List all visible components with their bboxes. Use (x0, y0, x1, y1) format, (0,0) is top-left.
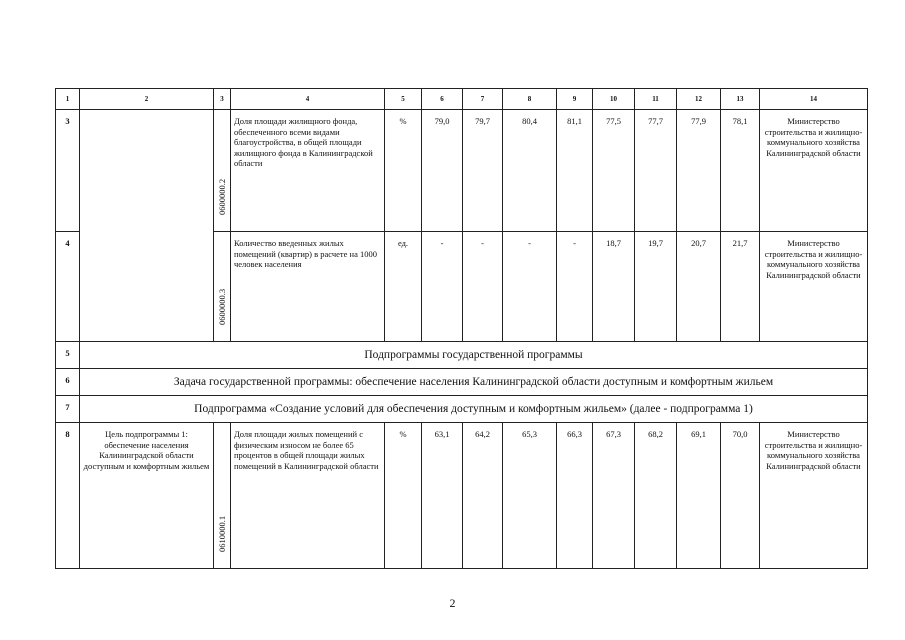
table-row (56, 110, 868, 232)
responsible-org: Министерство строительства и жилищно-коммунального хозяйства Калининградской области (760, 232, 868, 342)
section-heading: Подпрограммы государственной программы (80, 342, 868, 369)
goal-cell (80, 110, 214, 342)
unit-cell: ед. (385, 232, 422, 342)
value-cell: - (503, 232, 557, 342)
value-cell: 81,1 (557, 110, 593, 232)
value-cell: 20,7 (677, 232, 721, 342)
responsible-org: Министерство строительства и жилищно-коммунального хозяйства Калининградской области (760, 423, 868, 569)
header-cell: 7 (463, 89, 503, 110)
value-cell: 80,4 (503, 110, 557, 232)
indicator-name: Доля площади жилых помещений с физическим износом не более 65 процентов в общей площади жилых помещений в Калининградской области (231, 423, 385, 569)
indicator-code: 0600000.2 (214, 110, 231, 232)
table-row (56, 396, 868, 423)
header-cell: 4 (231, 89, 385, 110)
row-number: 8 (56, 423, 80, 569)
header-cell: 5 (385, 89, 422, 110)
unit-cell: % (385, 423, 422, 569)
unit-cell: % (385, 110, 422, 232)
value-cell: 78,1 (721, 110, 760, 232)
indicator-name: Доля площади жилищного фонда, обеспеченного всеми видами благоустройства, в общей площади жилищного фонда в Калининградской области (231, 110, 385, 232)
value-cell: 70,0 (721, 423, 760, 569)
header-cell: 10 (593, 89, 635, 110)
row-number: 6 (56, 369, 80, 396)
value-cell: 77,9 (677, 110, 721, 232)
value-cell: 77,7 (635, 110, 677, 232)
header-cell: 11 (635, 89, 677, 110)
table-row (56, 423, 868, 569)
header-cell: 14 (760, 89, 868, 110)
subprogram-goal: Цель подпрограммы 1: обеспечение населения Калининградской области доступным и комфортным жильем (80, 423, 214, 569)
value-cell: 79,0 (422, 110, 463, 232)
indicator-code: 0610000.1 (214, 423, 231, 569)
table-row (56, 342, 868, 369)
row-number: 7 (56, 396, 80, 423)
indicator-code: 0600000.3 (214, 232, 231, 342)
value-cell: 18,7 (593, 232, 635, 342)
value-cell: 68,2 (635, 423, 677, 569)
value-cell: 21,7 (721, 232, 760, 342)
page-number: 2 (449, 596, 456, 610)
value-cell: 66,3 (557, 423, 593, 569)
value-cell: 67,3 (593, 423, 635, 569)
header-cell: 3 (214, 89, 231, 110)
row-number: 3 (56, 110, 80, 232)
table-row (56, 369, 868, 396)
header-cell: 6 (422, 89, 463, 110)
header-cell: 9 (557, 89, 593, 110)
value-cell: - (422, 232, 463, 342)
indicator-name: Количество введенных жилых помещений (квартир) в расчете на 1000 человек населения (231, 232, 385, 342)
value-cell: 19,7 (635, 232, 677, 342)
header-cell: 2 (80, 89, 214, 110)
program-task: Задача государственной программы: обеспечение населения Калининградской области доступным и комфортным жильем (80, 369, 868, 396)
header-cell: 13 (721, 89, 760, 110)
indicator-table (55, 88, 868, 569)
responsible-org: Министерство строительства и жилищно-коммунального хозяйства Калининградской области (760, 110, 868, 232)
column-number-row (56, 89, 868, 110)
row-number: 5 (56, 342, 80, 369)
value-cell: 69,1 (677, 423, 721, 569)
value-cell: 79,7 (463, 110, 503, 232)
row-number: 4 (56, 232, 80, 342)
value-cell: 77,5 (593, 110, 635, 232)
subprogram-title: Подпрограмма «Создание условий для обеспечения доступным и комфортным жильем» (далее - подпрограмма 1) (80, 396, 868, 423)
header-cell: 8 (503, 89, 557, 110)
header-cell: 12 (677, 89, 721, 110)
value-cell: - (557, 232, 593, 342)
header-cell: 1 (56, 89, 80, 110)
value-cell: 63,1 (422, 423, 463, 569)
value-cell: - (463, 232, 503, 342)
value-cell: 64,2 (463, 423, 503, 569)
value-cell: 65,3 (503, 423, 557, 569)
